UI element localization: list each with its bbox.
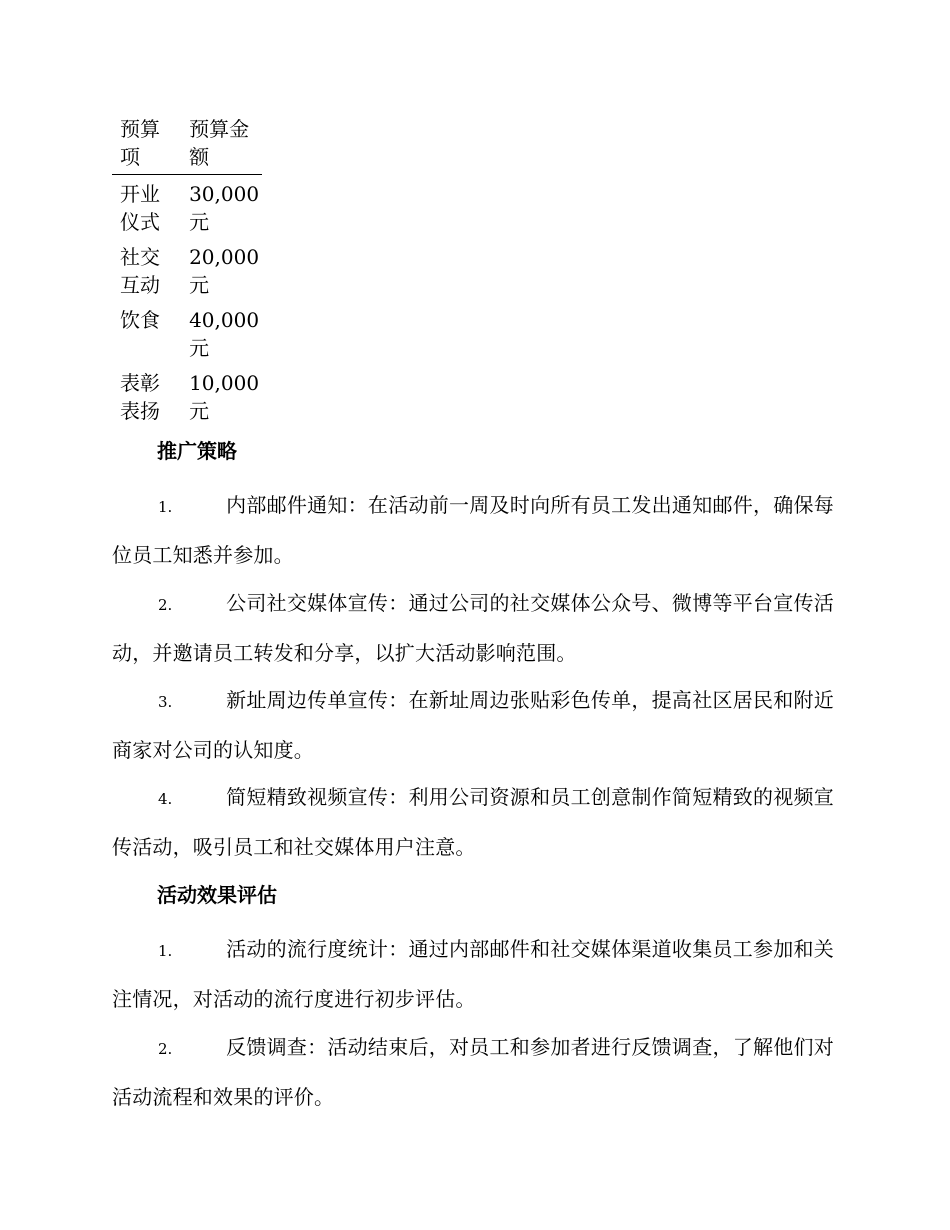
budget-table-header-row [112,113,262,175]
list-text: 反馈调查：活动结束后，对员工和参加者进行反馈调查，了解他们对活动流程和效果的评价。 [112,1035,834,1109]
table-row [112,367,262,430]
budget-amount-cell: 30,000元 [189,182,260,234]
budget-item-cell: 开业仪式 [120,182,160,234]
promotion-item-3 [112,676,834,774]
promotion-item-4 [112,773,834,871]
budget-amount-cell: 10,000元 [189,371,260,423]
table-row [112,175,262,242]
table-row [112,304,262,367]
evaluation-item-2 [112,1023,834,1121]
promotion-item-1 [112,481,834,579]
list-number: 2. [158,596,173,614]
budget-amount-cell: 40,000元 [189,308,260,360]
budget-amount-cell: 20,000元 [189,245,260,297]
list-number: 1. [158,942,173,960]
evaluation-heading: 活动效果评估 [157,883,277,907]
list-number: 4. [158,790,173,808]
table-row [112,241,262,304]
budget-item-cell: 社交互动 [120,245,160,297]
budget-header-item: 预算项 [120,117,160,169]
evaluation-item-1 [112,925,834,1023]
list-text: 公司社交媒体宣传：通过公司的社交媒体公众号、微博等平台宣传活动，并邀请员工转发和分享，以扩大活动影响范围。 [112,591,834,665]
budget-item-cell: 饮食 [120,308,160,332]
budget-item-cell: 表彰表扬 [120,371,160,423]
list-number: 3. [158,693,173,711]
list-text: 新址周边传单宣传：在新址周边张贴彩色传单，提高社区居民和附近商家对公司的认知度。 [112,688,834,762]
list-text: 内部邮件通知：在活动前一周及时向所有员工发出通知邮件，确保每位员工知悉并参加。 [112,493,834,567]
budget-header-amount: 预算金额 [189,117,250,169]
list-number: 2. [158,1040,173,1058]
promotion-item-2 [112,579,834,677]
list-number: 1. [158,498,173,516]
promotion-heading: 推广策略 [157,439,237,463]
list-text: 简短精致视频宣传：利用公司资源和员工创意制作简短精致的视频宣传活动，吸引员工和社交媒体用户注意。 [112,785,834,859]
list-text: 活动的流行度统计：通过内部邮件和社交媒体渠道收集员工参加和关注情况，对活动的流行度进行初步评估。 [112,937,834,1011]
budget-table [112,113,262,430]
